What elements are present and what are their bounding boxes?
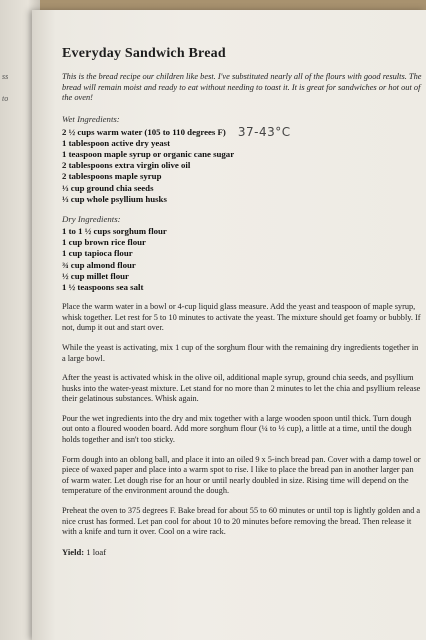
instruction-step: Form dough into an oblong ball, and place it into an oiled 9 x 5-inch bread pan. Cover with a damp towel or piece of waxed paper and place into a warm spot to rise. I like to place the bread pan in another larger pan of warm water. Let dough rise for an hour or until nearly doubled in size. Rising time will depend on the temperature of the environment around the dough.: [62, 454, 421, 496]
ingredient-item: 1 to 1 ½ cups sorghum flour: [62, 225, 167, 236]
instruction-step: Preheat the oven to 375 degrees F. Bake bread for about 55 to 60 minutes or until top is lightly golden and a nice crust has formed. Let pan cool for about 10 to 20 minutes before removing the bread. Then release it with a knife and turn it over. Cool on a wire rack.: [62, 506, 421, 537]
ingredient-item: ½ cup millet flour: [62, 270, 129, 281]
previous-page-fragment: to: [2, 94, 9, 103]
dry-ingredients-list: [62, 226, 422, 293]
ingredient-item: 1 cup tapioca flour: [62, 248, 133, 259]
ingredient-item: 1 ½ teaspoons sea salt: [62, 281, 144, 292]
book-page: [32, 10, 426, 640]
ingredient-text: 2 ½ cups warm water (105 to 110 degrees F): [62, 126, 226, 137]
recipe-yield: [62, 547, 422, 557]
ingredient-item: [62, 126, 422, 138]
ingredient-item: 1 cup brown rice flour: [62, 237, 146, 248]
handwritten-note: 37-43°C: [237, 124, 291, 139]
previous-page-fragment: ss: [2, 72, 9, 81]
recipe: [62, 46, 422, 557]
ingredient-item: 2 tablespoons extra virgin olive oil: [62, 160, 191, 171]
yield-label: Yield:: [62, 546, 85, 557]
ingredient-item: 1 teaspoon maple syrup or organic cane sugar: [62, 148, 235, 159]
yield-value: 1 loaf: [86, 546, 107, 557]
instruction-step: While the yeast is activating, mix 1 cup of the sorghum flour with the remaining dry ingredients together in a large bowl.: [62, 342, 419, 363]
ingredient-item: 2 tablespoons maple syrup: [62, 171, 162, 182]
instruction-step: Pour the wet ingredients into the dry and mix together with a large wooden spoon until thick. Turn dough out onto a floured wooden board. Add more sorghum flour (¼ to ½ cup), a little at a time, until the dough holds together and isn't too sticky.: [62, 413, 412, 445]
wet-ingredients-heading: Wet Ingredients:: [62, 113, 120, 124]
ingredient-item: ¾ cup almond flour: [62, 259, 136, 270]
ingredient-item: 1 tablespoon active dry yeast: [62, 137, 170, 148]
dry-ingredients-heading: Dry Ingredients:: [62, 213, 121, 224]
ingredient-item: ⅓ cup whole psyllium husks: [62, 193, 167, 204]
wet-ingredients-list: [62, 126, 422, 205]
instruction-step: Place the warm water in a bowl or 4-cup liquid glass measure. Add the yeast and teaspoon of maple syrup, whisk together. Let rest for 5 to 10 minutes to activate the yeast. The mixture should get foamy or bubbly. If not, dump it out and start over.: [62, 302, 421, 333]
recipe-title: Everyday Sandwich Bread: [62, 46, 226, 61]
ingredient-item: ⅓ cup ground chia seeds: [62, 182, 154, 193]
recipe-intro: This is the bread recipe our children like best. I've substituted nearly all of the flours with good results. The bread will remain moist and ready to eat without needing to toast it. It is great for sandwiches or hot out of the oven!: [62, 72, 422, 102]
instruction-step: After the yeast is activated whisk in the olive oil, additional maple syrup, ground chia seeds, and psyllium husks into the water-yeast mixture. Let stand for no more than 2 minutes to let the chia and psyllium release their gelatinous substances. Whisk again.: [62, 373, 421, 404]
instructions: [62, 302, 422, 538]
